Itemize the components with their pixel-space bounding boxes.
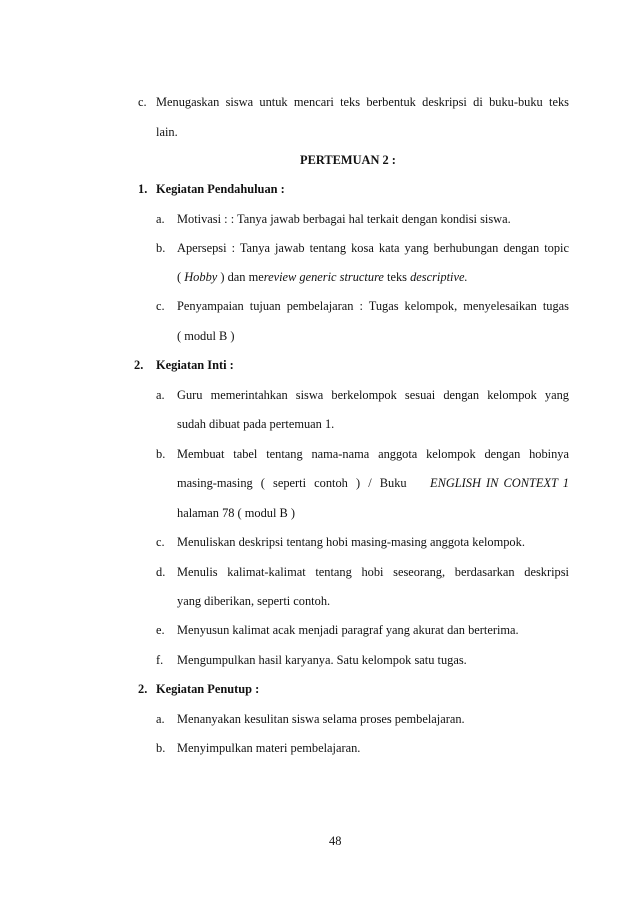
text-run: ) dan me — [217, 270, 264, 284]
item-marker: c. — [156, 535, 165, 549]
item-text: Membuat tabel tentang nama-nama anggota kelompok dengan hobinya — [177, 447, 569, 461]
item-text: Penyampaian tujuan pembelajaran : Tugas kelompok, menyelesaikan tugas — [177, 299, 569, 313]
item-text: Mengumpulkan hasil karyanya. Satu kelompok satu tugas. — [177, 653, 467, 667]
item-marker: a. — [156, 388, 165, 402]
text-run: teks — [383, 270, 411, 284]
item-marker: a. — [156, 212, 165, 226]
item-text: Guru memerintahkan siswa berkelompok sesuai dengan kelompok yang — [177, 388, 569, 402]
text-run: masing-masing ( seperti contoh ) / Buku — [177, 476, 407, 490]
item-text: halaman 78 ( modul B ) — [177, 506, 296, 520]
item-text: Menyusun kalimat acak menjadi paragraf yang akurat dan berterima. — [177, 623, 519, 637]
item-text: Menyimpulkan materi pembelajaran. — [177, 741, 361, 755]
section-heading: Kegiatan Inti : — [156, 358, 234, 372]
item-marker: f. — [156, 653, 164, 667]
item-marker: a. — [156, 712, 165, 726]
meeting-title: PERTEMUAN 2 : — [300, 153, 396, 167]
item-text: yang diberikan, seperti contoh. — [177, 594, 331, 608]
item-text: Menanyakan kesulitan siswa selama proses pembelajaran. — [177, 712, 465, 726]
item-text: Menulis kalimat-kalimat tentang hobi seseorang, berdasarkan deskripsi — [177, 565, 569, 579]
section-heading: Kegiatan Pendahuluan : — [156, 182, 285, 196]
item-text: Menuliskan deskripsi tentang hobi masing-masing anggota kelompok. — [177, 535, 525, 549]
item-text: lain. — [156, 125, 178, 139]
item-text: Motivasi : : Tanya jawab berbagai hal terkait dengan kondisi siswa. — [177, 212, 511, 226]
item-text-line — [177, 269, 468, 285]
section-number: 2. — [138, 682, 148, 696]
item-marker: b. — [156, 741, 166, 755]
item-marker: e. — [156, 623, 165, 637]
page-number: 48 — [329, 834, 342, 848]
section-number: 1. — [138, 182, 148, 196]
item-text: Apersepsi : Tanya jawab tentang kosa kata yang berhubungan dengan topic — [177, 241, 569, 255]
text-run-italic: descriptive. — [410, 270, 468, 284]
item-marker: d. — [156, 565, 166, 579]
item-marker: b. — [156, 447, 166, 461]
item-marker: c. — [156, 299, 165, 313]
section-heading: Kegiatan Penutup : — [156, 682, 260, 696]
item-text-line — [177, 475, 569, 491]
text-run-italic: review generic structure — [263, 270, 384, 284]
text-run: ( — [177, 270, 185, 284]
item-text: Menugaskan siswa untuk mencari teks berbentuk deskripsi di buku-buku teks — [156, 95, 569, 109]
section-number: 2. — [134, 358, 144, 372]
item-marker: b. — [156, 241, 166, 255]
item-marker: c. — [138, 95, 147, 109]
text-run-italic: Hobby — [184, 270, 218, 284]
item-text: sudah dibuat pada pertemuan 1. — [177, 417, 335, 431]
text-run-italic: ENGLISH IN CONTEXT 1 — [430, 476, 569, 490]
item-text: ( modul B ) — [177, 329, 235, 343]
